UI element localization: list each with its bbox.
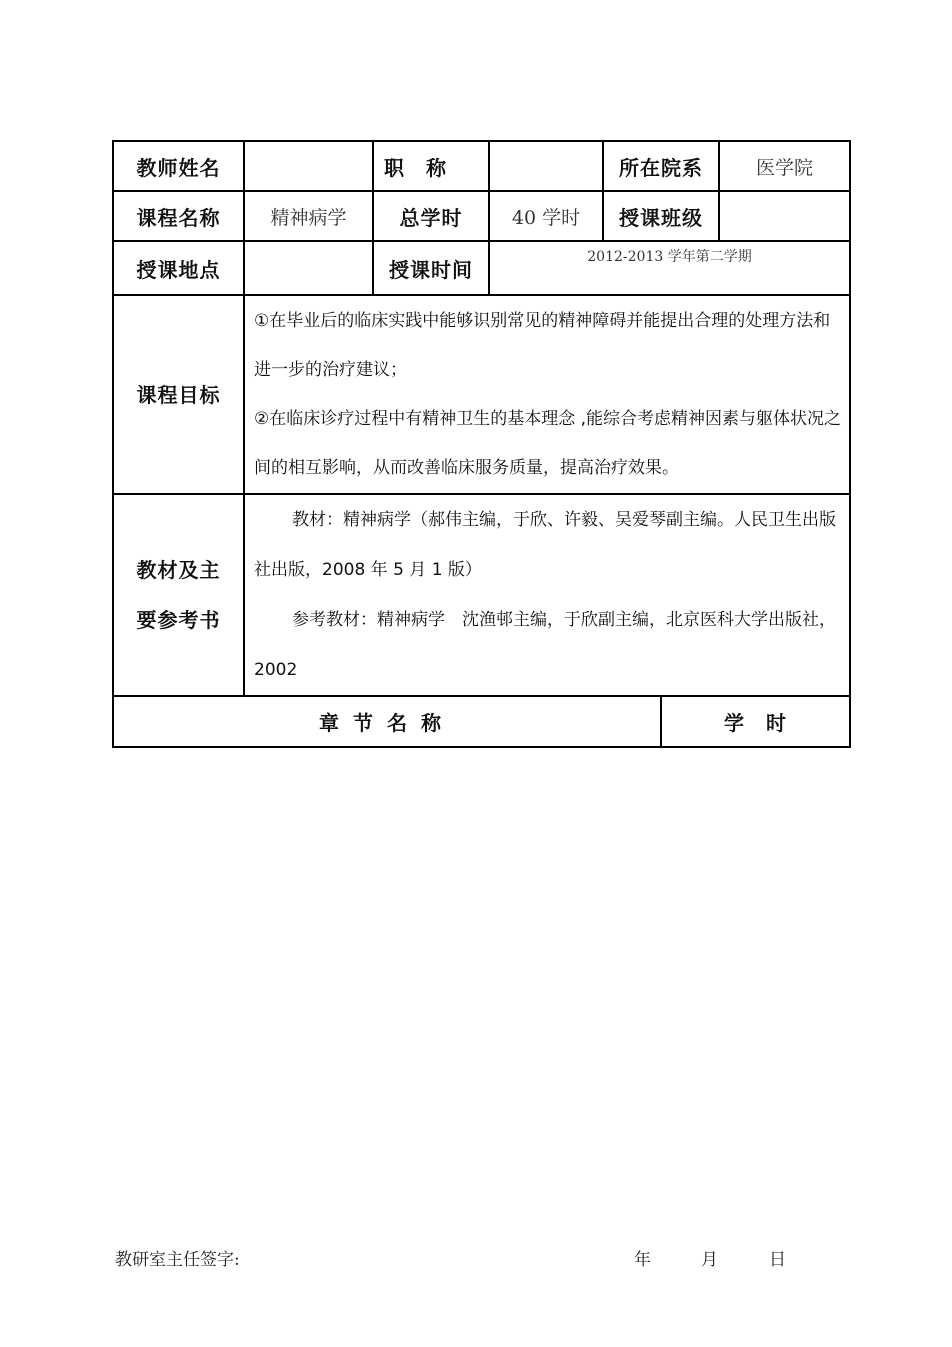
textbook-entry: 教材：精神病学（郝伟主编，于欣、许毅、吴爱琴副主编。人民卫生出版社出版，2008 年 5 月 1 版） bbox=[254, 510, 836, 580]
table-row bbox=[113, 696, 850, 747]
signature-day: 日 bbox=[769, 1250, 786, 1270]
books-content bbox=[244, 494, 850, 696]
class-label: 授课班级 bbox=[603, 191, 719, 241]
goals-content bbox=[244, 295, 850, 494]
course-name-label: 课程名称 bbox=[113, 191, 244, 241]
location-label: 授课地点 bbox=[113, 241, 244, 295]
teacher-name-value bbox=[244, 141, 373, 191]
goal-item: ①在毕业后的临床实践中能够识别常见的精神障碍并能提出合理的处理方法和进一步的治疗建议； bbox=[254, 310, 831, 380]
location-value bbox=[244, 241, 373, 295]
total-hours-value: 40 学时 bbox=[489, 191, 603, 241]
class-value bbox=[719, 191, 850, 241]
books-label-line: 要参考书 bbox=[136, 608, 221, 632]
table-row bbox=[113, 141, 850, 191]
course-name-value: 精神病学 bbox=[244, 191, 373, 241]
hours-header: 学 时 bbox=[661, 696, 850, 747]
table-row bbox=[113, 494, 850, 696]
signature-month: 月 bbox=[701, 1250, 718, 1270]
time-value: 2012-2013 学年第二学期 bbox=[489, 241, 850, 295]
signature-year: 年 bbox=[634, 1250, 651, 1270]
course-info-table bbox=[112, 140, 851, 748]
department-value: 医学院 bbox=[719, 141, 850, 191]
department-label: 所在院系 bbox=[603, 141, 719, 191]
title-value bbox=[489, 141, 603, 191]
time-label: 授课时间 bbox=[373, 241, 489, 295]
reference-entry: 参考教材：精神病学 沈渔邨主编，于欣副主编，北京医科大学出版社，2002 bbox=[254, 610, 836, 680]
title-label: 职 称 bbox=[373, 141, 489, 191]
total-hours-label: 总学时 bbox=[373, 191, 489, 241]
teacher-name-label: 教师姓名 bbox=[113, 141, 244, 191]
table-row bbox=[113, 241, 850, 295]
goal-item: ②在临床诊疗过程中有精神卫生的基本理念 ,能综合考虑精神因素与躯体状况之间的相互影响，从而改善临床服务质量，提高治疗效果。 bbox=[254, 408, 842, 478]
goals-label: 课程目标 bbox=[113, 295, 244, 494]
books-label bbox=[113, 494, 244, 696]
chapter-name-header: 章节名称 bbox=[113, 696, 661, 747]
books-label-line: 教材及主 bbox=[136, 558, 221, 582]
table-row bbox=[113, 295, 850, 494]
signature-label: 教研室主任签字: bbox=[115, 1250, 240, 1270]
table-row bbox=[113, 191, 850, 241]
